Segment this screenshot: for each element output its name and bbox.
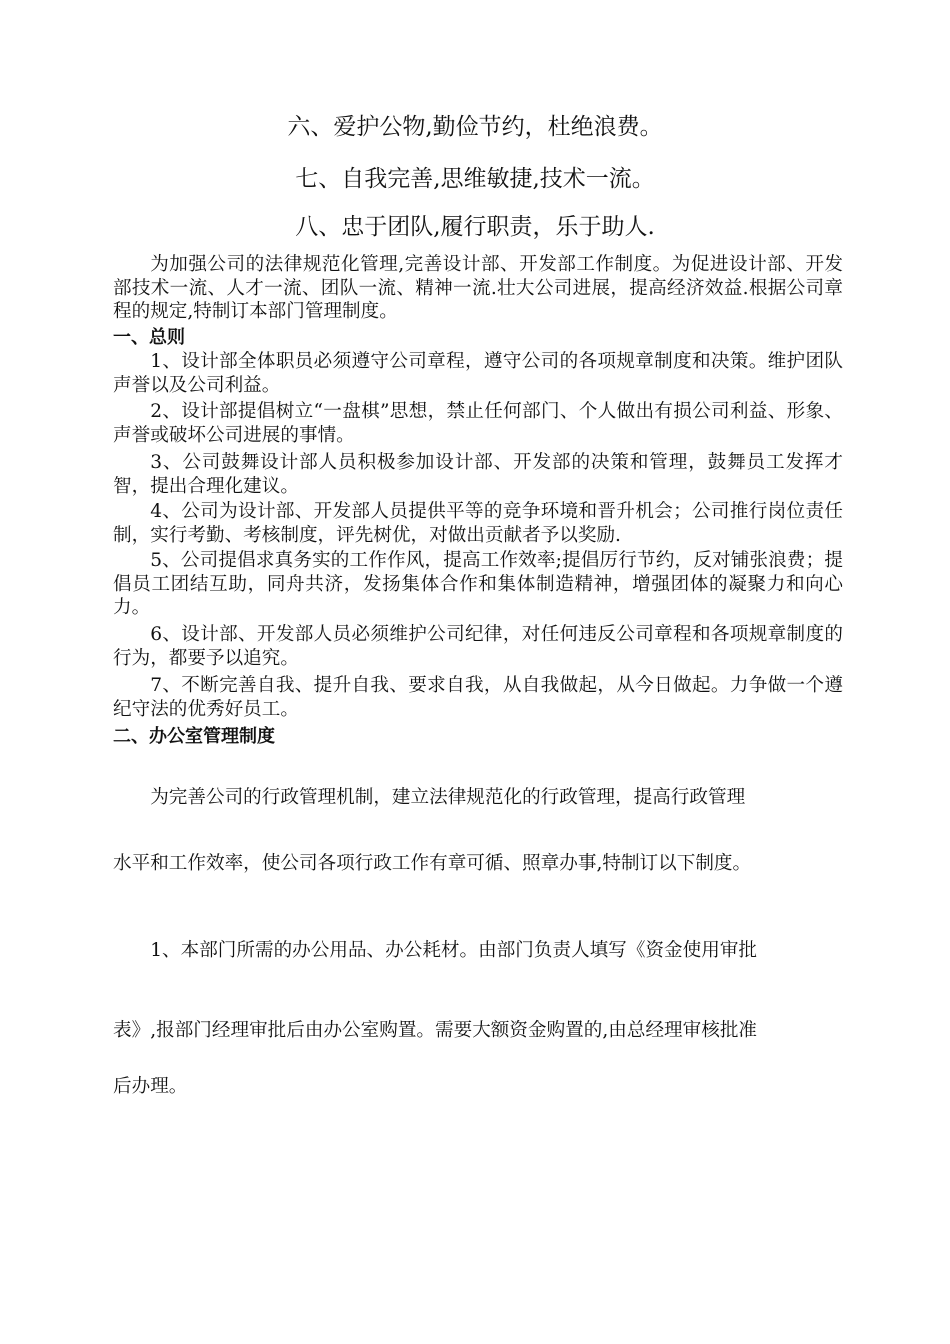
office-rule-1-line-1: 1、本部门所需的办公用品、办公耗材。由部门负责人填写《资金使用审批	[150, 940, 758, 961]
section-heading-office: 二、办公室管理制度	[113, 726, 275, 747]
office-rule-1-line-3: 后办理。	[113, 1076, 188, 1097]
office-intro-line-1: 为完善公司的行政管理机制，建立法律规范化的行政管理，提高行政管理	[150, 787, 746, 808]
section-heading-general: 一、总则	[113, 327, 185, 348]
general-rule-1: 1、设计部全体职员必须遵守公司章程，遵守公司的各项规章制度和决策。维护团队声誉以及公司利益。	[113, 351, 843, 396]
general-rule-2: 2、设计部提倡树立“一盘棋”思想，禁止任何部门、个人做出有损公司利益、形象、声誉或破坏公司进展的事情。	[113, 401, 843, 446]
general-rule-4: 4、公司为设计部、开发部人员提供平等的竞争环境和晋升机会；公司推行岗位责任制，实行考勤、考核制度，评先树优，对做出贡献者予以奖励.	[113, 501, 843, 546]
office-rule-1-line-2: 表》,报部门经理审批后由办公室购置。需要大额资金购置的,由总经理审核批准	[113, 1020, 758, 1041]
office-intro-line-2: 水平和工作效率，使公司各项行政工作有章可循、照章办事,特制订以下制度。	[113, 853, 752, 874]
general-rule-6: 6、设计部、开发部人员必须维护公司纪律，对任何违反公司章程和各项规章制度的行为，都要予以追究。	[113, 624, 843, 669]
motto-line-6: 六、爱护公物,勤俭节约，杜绝浪费。	[287, 114, 663, 140]
general-rule-5: 5、公司提倡求真务实的工作作风，提高工作效率;提倡厉行节约，反对铺张浪费；提倡员工团结互助，同舟共济，发扬集体合作和集体制造精神，增强团体的凝聚力和向心力。	[113, 550, 843, 618]
general-rule-3: 3、公司鼓舞设计部人员积极参加设计部、开发部的决策和管理，鼓舞员工发挥才智，提出合理化建议。	[113, 452, 843, 497]
general-rule-7: 7、不断完善自我、提升自我、要求自我，从自我做起，从今日做起。力争做一个遵纪守法的优秀好员工。	[113, 675, 843, 720]
motto-line-8: 八、忠于团队,履行职责，乐于助人.	[295, 214, 655, 240]
intro-paragraph: 为加强公司的法律规范化管理,完善设计部、开发部工作制度。为促进设计部、开发部技术一流、人才一流、团队一流、精神一流.壮大公司进展，提高经济效益.根据公司章程的规定,特制订本部门管理制度。	[113, 254, 843, 322]
motto-line-7: 七、自我完善,思维敏捷,技术一流。	[295, 166, 655, 192]
